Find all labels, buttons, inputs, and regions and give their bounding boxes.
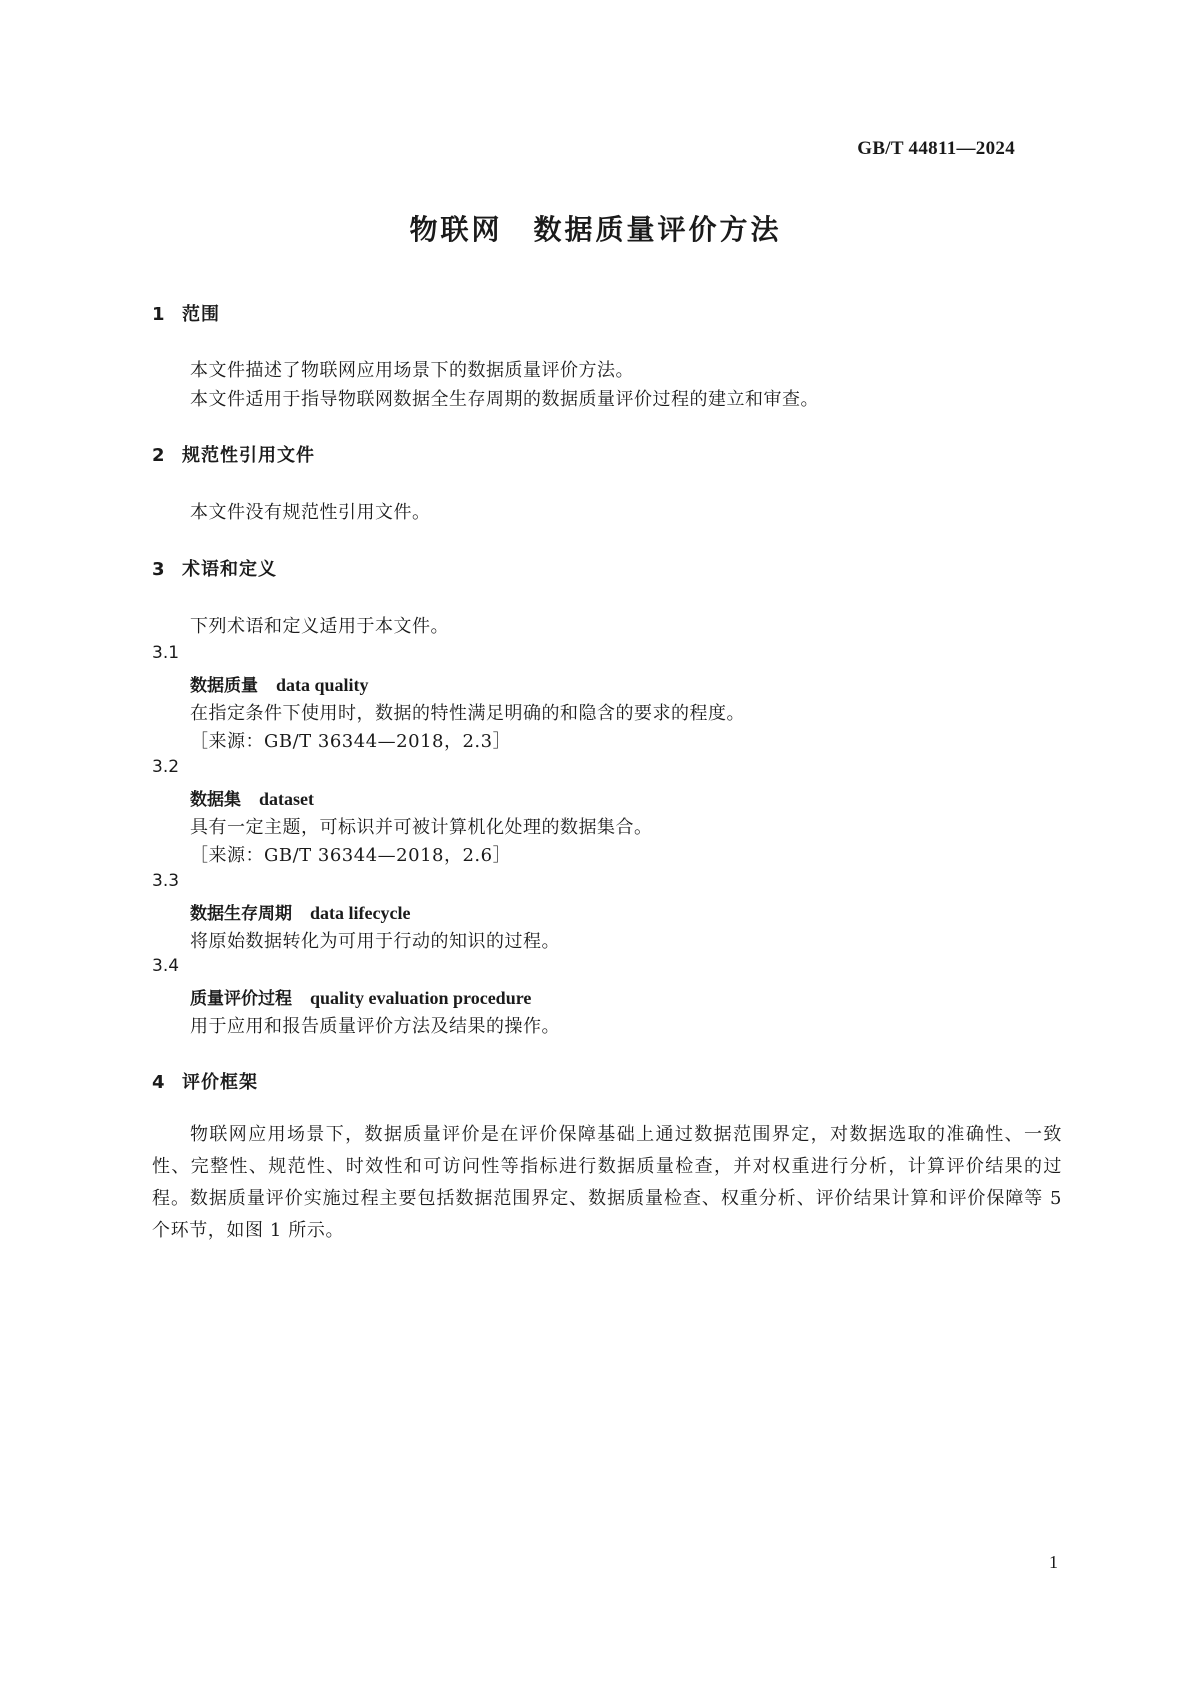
term-number: 3.4: [152, 956, 180, 976]
term-name: [190, 984, 531, 1009]
term-name-en: data quality: [276, 675, 369, 695]
term-source: ［来源：GB/T 36344—2018，2.3］: [190, 731, 512, 752]
term-name-zh: 质量评价过程: [190, 989, 292, 1009]
term-definition: 用于应用和报告质量评价方法及结果的操作。: [190, 1016, 560, 1037]
term-definition: 在指定条件下使用时，数据的特性满足明确的和隐含的要求的程度。: [190, 703, 745, 724]
section-title: 术语和定义: [182, 559, 277, 580]
section-title: 规范性引用文件: [182, 445, 315, 466]
paragraph: 本文件没有规范性引用文件。: [190, 502, 431, 523]
term-name-zh: 数据集: [190, 790, 241, 810]
paragraph: 本文件适用于指导物联网数据全生存周期的数据质量评价过程的建立和审查。: [190, 389, 819, 410]
section-1-heading: [152, 300, 220, 326]
term-number: 3.1: [152, 643, 180, 663]
term-source: ［来源：GB/T 36344—2018，2.6］: [190, 845, 512, 866]
section-4-heading: [152, 1068, 258, 1094]
section-number: 3: [152, 559, 166, 580]
term-number: 3.2: [152, 757, 180, 777]
term-name-en: dataset: [259, 789, 314, 809]
section-number: 4: [152, 1072, 166, 1093]
document-code: GB/T 44811—2024: [857, 138, 1015, 159]
section-number: 2: [152, 445, 166, 466]
body-paragraph: 物联网应用场景下，数据质量评价是在评价保障基础上通过数据范围界定，对数据选取的准确性、一致性、完整性、规范性、时效性和可访问性等指标进行数据质量检查，并对权重进行分析，计算评价结果的过程。数据质量评价实施过程主要包括数据范围界定、数据质量检查、权重分析、评价结果计算和评价保障等 5 个环节，如图 1 所示。: [152, 1124, 1062, 1241]
term-name: [190, 899, 410, 924]
term-name: [190, 671, 369, 696]
term-definition: 将原始数据转化为可用于行动的知识的过程。: [190, 931, 560, 952]
section-number: 1: [152, 304, 166, 325]
term-definition: 具有一定主题，可标识并可被计算机化处理的数据集合。: [190, 817, 653, 838]
section-2-heading: [152, 441, 315, 467]
term-name-en: data lifecycle: [310, 903, 411, 923]
section-title: 范围: [182, 304, 220, 325]
term-name-zh: 数据生存周期: [190, 904, 292, 924]
section-title: 评价框架: [182, 1072, 258, 1093]
document-title: 物联网 数据质量评价方法: [409, 213, 782, 246]
term-number: 3.3: [152, 871, 180, 891]
paragraph: 下列术语和定义适用于本文件。: [190, 616, 449, 637]
page-number: 1: [1049, 1552, 1058, 1572]
section-3-heading: [152, 555, 277, 581]
term-name: [190, 785, 314, 810]
paragraph: 本文件描述了物联网应用场景下的数据质量评价方法。: [190, 360, 634, 381]
term-name-en: quality evaluation procedure: [310, 988, 532, 1008]
term-name-zh: 数据质量: [190, 676, 258, 696]
